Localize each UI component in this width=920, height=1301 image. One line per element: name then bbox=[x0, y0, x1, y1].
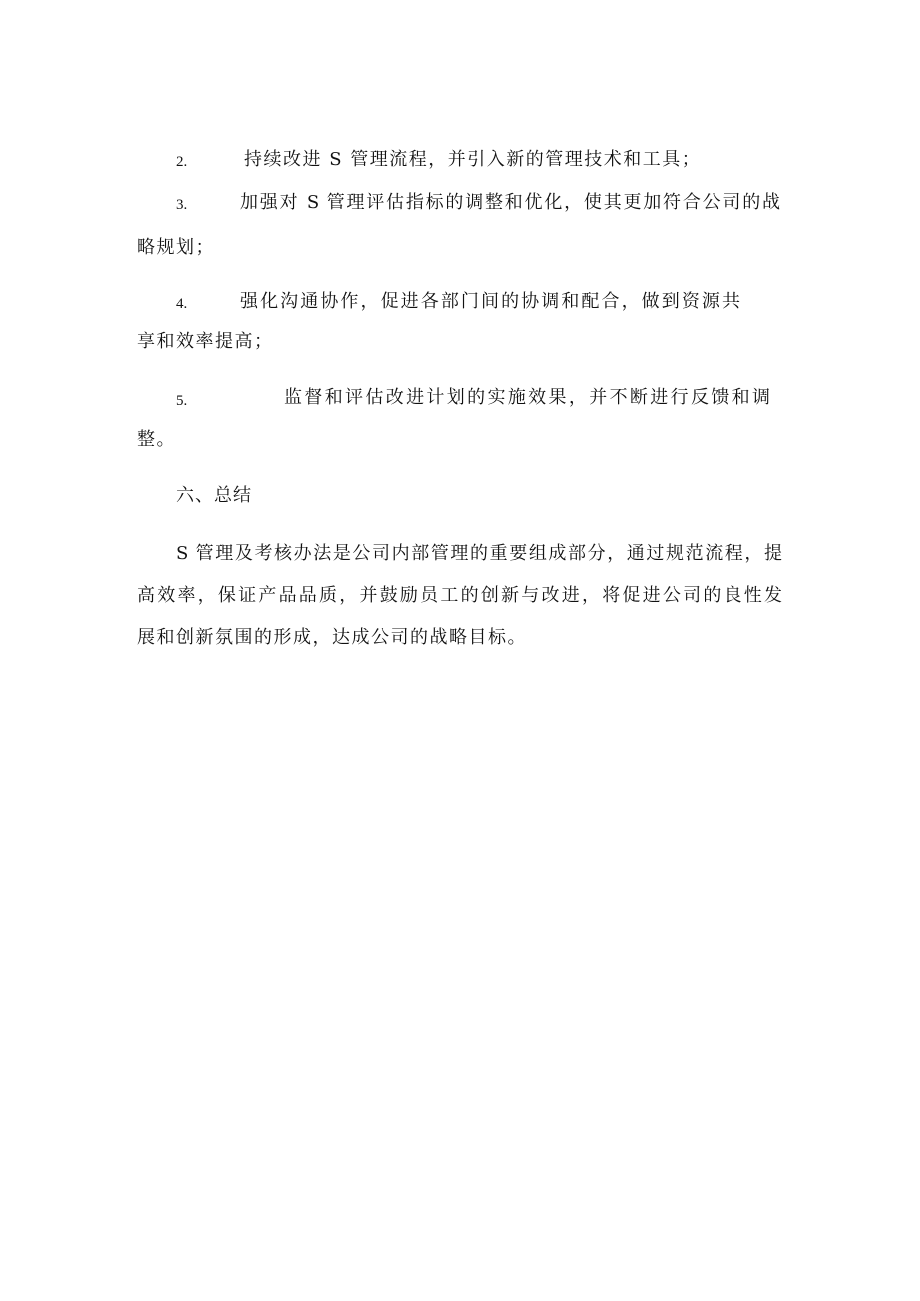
list-item-text: 强化沟通协作，促进各部门间的协调和配合，做到资源共 bbox=[240, 291, 740, 312]
list-item-text: 持续改进 S 管理流程，并引入新的管理技术和工具； bbox=[244, 149, 702, 170]
list-number: 3. bbox=[176, 197, 188, 213]
summary-paragraph-line: S 管理及考核办法是公司内部管理的重要组成部分，通过规范流程，提 bbox=[176, 543, 782, 564]
summary-paragraph-line: 高效率，保证产品品质，并鼓励员工的创新与改进，将促进公司的良性发 bbox=[137, 585, 782, 606]
list-item-text-continued: 整。 bbox=[137, 429, 176, 450]
summary-paragraph-line: 展和创新氛围的形成，达成公司的战略目标。 bbox=[137, 627, 527, 648]
list-number: 5. bbox=[176, 393, 188, 409]
list-number: 2. bbox=[176, 154, 188, 170]
section-heading: 六、总结 bbox=[176, 485, 252, 506]
list-item-text-continued: 享和效率提高； bbox=[137, 331, 274, 352]
list-number: 4. bbox=[176, 296, 188, 312]
list-item-text-continued: 略规划； bbox=[137, 237, 215, 258]
list-item-text: 加强对 S 管理评估指标的调整和优化，使其更加符合公司的战 bbox=[240, 192, 780, 213]
list-item-text: 监督和评估改进计划的实施效果，并不断进行反馈和调 bbox=[284, 387, 770, 408]
